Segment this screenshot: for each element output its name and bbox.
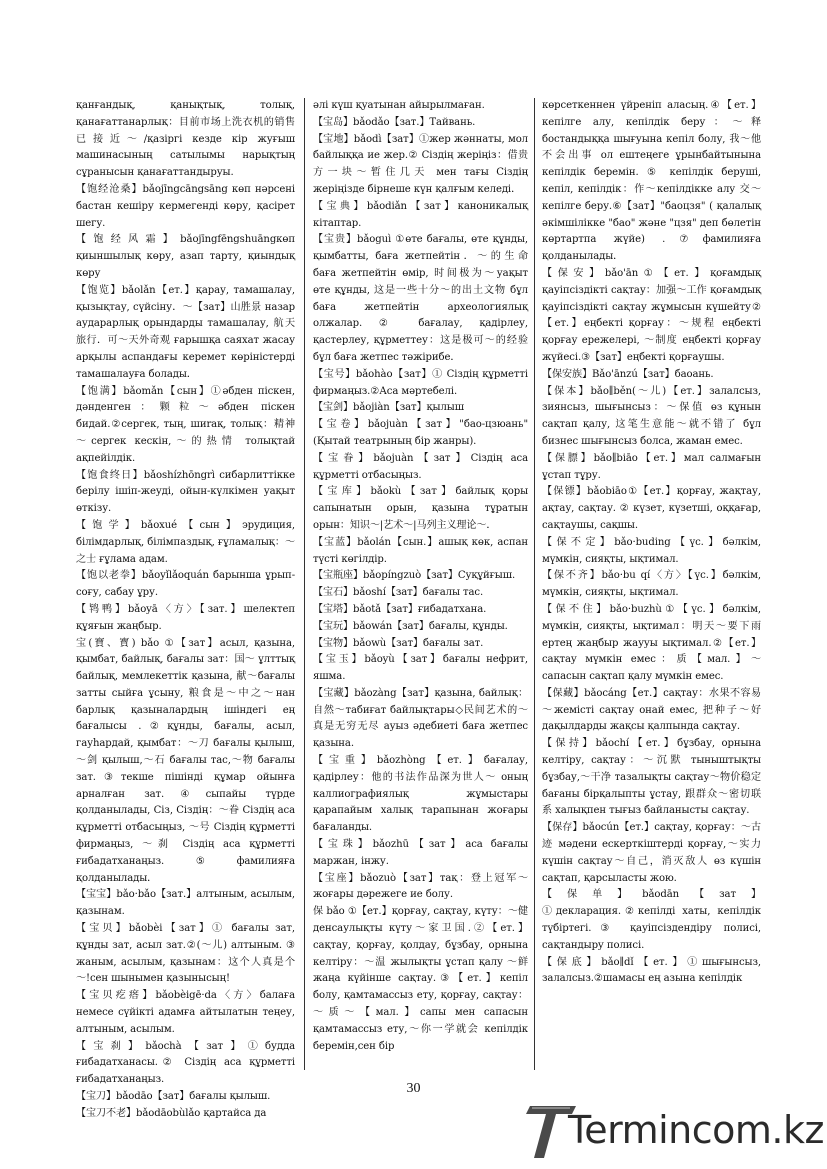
dictionary-entry: 【鸨鸭】bǎoyā〈方〉【зат.】шелектеп құяғын жаңбыр. — [76, 603, 295, 632]
dictionary-entry: 【保不定】bǎo·buding【үс.】бәлкім, мүмкін, сияқты, ықтимал. — [542, 536, 761, 565]
dictionary-entry: 【宝贵】bǎoguì ①өте бағалы, өте құнды, қымбатты, баға жетпейтін．～的生命 баға жетпейтін өмір, 时间极为～уақыт өте құнды, 这是一些十分～的出土文物 бұл баға жетпейтін археологиялық олжалар. ② бағалау, қадірлеу, қастерлеу, құрметтеу：这是极可～的经验 бұл баға жетпес тәжірибе． — [313, 234, 528, 363]
dictionary-entry: 【保持】bǎochí【ет.】бұзбау, орнына келтіру, сақтау：～沉默 тыныштықты бұзбау,～干净 тазалықты сақтау～物价稳定 бағаны бірқалыпты ұстау, 跟群众～密切联系 халықпен тығыз байланысты сақтау. — [542, 738, 761, 817]
dictionary-entry: 【宝珠】bǎozhū【зат】аса бағалы маржан, інжу. — [313, 839, 528, 867]
dictionary-entry: 【宝刀】bǎodāo【зат】бағалы қылыш. — [76, 1091, 271, 1103]
dictionary-entry: 【饱学】bǎoxué【сын】эрудиция, білімдарлық, білімпаздық, ғұламалық：～之士 ғұлама адам. — [76, 519, 295, 565]
dictionary-entry: 【饱经风霜】bǎojīngfēngshuāngкөп қиыншылық көру, азап тарту, қиындық көру — [76, 234, 295, 279]
dictionary-entry: 【宝库】bǎokù【зат】байлық қоры сапынатын орын, қазына тұратын орын：知识～|艺术～|马列主义理论～． — [313, 486, 528, 531]
dictionary-entry: 【饱食终日】bǎoshízhōngrì сибарлиттікке берілу ішіп-жеуді, ойын-күлкімен уақыт өткізу. — [76, 469, 295, 515]
dictionary-entry: 【宝刀不老】bǎodāobùlǎo қартайса да — [76, 1107, 267, 1119]
dictionary-entry: 【宝瓶座】bǎopíngzuò【зат】Суқұйғыш. — [313, 570, 516, 582]
dictionary-entry: 【宝玉】bǎoyù【зат】бағалы нефрит, яшма. — [313, 654, 528, 683]
dictionary-entry: 【宝蓝】bǎolán【сын.】ашық көк, аспан түсті көгілдір. — [313, 536, 528, 565]
dictionary-entry: 【宝卷】bǎojuàn【зат】"бао-цзюань" (Қытай театрының бір жанры). — [313, 419, 528, 447]
dictionary-entry: 【宝藏】bǎozàng【зат】қазына, байлық：自然～табиғат байлықтары◇民间艺术的～真是无穷无尽 ауыз әдебиеті баға жетпес қазына. — [313, 687, 528, 750]
dictionary-entry: 【保不住】bǎo·buzhù①【үс.】бәлкім, мүмкін, сияқты, ықтимал：明天～要下雨 ертең жаңбыр жаууы ықтимал.②【ет.】сақтау мүмкін емес：质【мал.】～сапасын сақтап қалу мүмкін емес. — [542, 603, 761, 683]
termincom-logo[interactable] — [522, 1100, 824, 1160]
dictionary-entry: 【宝贝】bǎobèi【зат】① бағалы зат, құнды зат, асыл зат.②(～儿) алтыным. ③ жаным, асылым, қазынам：这个人真是个～!сен шынымен қазынысың! — [76, 923, 295, 985]
dictionary-entry: 【宝岛】bǎodǎo【зат.】Тайвань. — [313, 116, 476, 128]
dictionary-entry: 【保藏】bǎocáng【ет.】сақтау：水果不容易～жемісті сақтау онай емес, 把种子～好 дақылдарды жақсы қалпында сақтау. — [542, 687, 761, 733]
dictionary-entry: қанғандық, қанықтық, толық, қанағаттанарлық：目前市场上洗衣机的销售已接近～/қазіргі кезде кір жуғыш машинасының сатылымы нарықтың сұранысын қанағаттандыруы. — [76, 100, 295, 179]
dictionary-entry: 【宝刹】bǎochà【зат】①будда ғибадатханасы.② Сіздің аса құрметті ғибадатханаңыз. — [76, 1040, 295, 1086]
dictionary-entry: 保 bǎo ①【ет.】қорғау, сақтау, күту：～健 денсаулықты күту～家卫国.②【ет.】сақтау, қорғау, қолдау, бұзбау, орнына келтіру：～温 жылықты ұстап қалу ～鲜 жаңа күйінше сақтау.③【ет.】кепіл болу, қамтамассыз ету, қорғау, сақтау：～质～【мал.】сапы мен сапасын қамтамассыз ету,～你一学就会 кепілдік беремін,сен бір — [313, 906, 528, 1052]
dictionary-entry: көрсеткеннен үйреніп аласың.④【ет.】кепілге алу, кепілдік беру：～释 бостандыққа шығуына кепіл болу, 我～他不会出事 ол ештеңеге ұрынбайтынына кепілдік беремін. ⑤ кепілдік беруші, кепіл, кепілдік：作～кепілдікке алу 交～кепілге беру.⑥【зат】"баоцзя" ( қалалық әкімшілікке "бао" және "цзя" деп бөлетін көртартпа жүйе) .⑦фамилияға қолданылады． — [542, 100, 761, 263]
dictionary-entry: 【宝塔】bǎotǎ【зат】ғибадатхана. — [313, 603, 487, 615]
dictionary-entry: 【保存】bǎocún【ет.】сақтау, қорғау：～古迹 мәдени ескерткіштерді қорғау,～实力 күшін сақтау～自己，消灭敌人 өз күшін сақтап, қарсыласты жою. — [542, 822, 761, 884]
dictionary-entry: 宝(寶、寳) bǎo ①【зат】асыл, қазына, қымбат, байлық, бағалы зат：国～ ұлттық байлық, мемлекеттік қазына, 献～бағалы затты сыйға ұсыну, 粮食是～中之～нан барлық қазыналардың ішіндегі ең бағалысы .②құнды, бағалы, асыл, гауһардай, қымбат：～刀 бағалы қылыш,～剑 қылыш,～石 бағалы тас,～物 бағалы зат.③текше пішінді құмар ойынға арналған зат.④сыпайы түрде қолданылады, Сіз, Сіздің：～眷 Сіздің аса құрметті отбасыңыз, ～号 Сіздің құрметті фирмаңыз, ～刹 Сіздің аса құрметті ғибадатханаңыз.⑤фамилияға қолданылады． — [76, 637, 295, 884]
dictionary-entry: 【宝座】bǎozuò【зат】тақ：登上冠军～жоғары дәрежеге ие болу. — [313, 872, 528, 901]
dictionary-entry: 【保膘】bǎo∥biāo【ет.】мал салмағын ұстап тұру. — [542, 452, 761, 481]
dictionary-entry: әлі күш қуатынан айырылмаған. — [313, 100, 485, 111]
dictionary-column-right — [542, 98, 761, 1066]
dictionary-entry: 【保镖】bǎobiāo①【ет.】қорғау, жақтау, ақтау, сақтау. ② күзет, күзетші, оққағар, сақтаушы, сақшы. — [542, 486, 761, 531]
dictionary-entry: 【宝重】bǎozhòng【ет.】бағалау, қадірлеу：他的书法作品深为世人～ оның каллиографиялық жұмыстары қарапайым халық тарапынан жоғары бағаланды. — [313, 755, 528, 834]
dictionary-entry: 【宝物】bǎowù【зат】бағалы зат. — [313, 637, 484, 649]
dictionary-entry: 【宝贝疙瘩】bǎobèigē·da〈方〉балаға немесе сүйікті адамға айтылатын теңеу, алтыным, асылым. — [76, 990, 295, 1035]
dictionary-entry: 【宝号】bǎohào【зат】① Сіздің құрметті фирмаңыз.②Аса мәртебелі. — [313, 368, 528, 397]
dictionary-entry: 【饱以老拳】bǎoyǐlǎoquán барынша ұрып-соғу, сабау ұру. — [76, 570, 295, 599]
logo-text: Termincom.kz — [568, 1108, 824, 1152]
column-divider — [534, 98, 535, 1070]
dictionary-entry: 【宝石】bǎoshí【зат】бағалы тас. — [313, 587, 484, 599]
dictionary-entry: 【饱满】bǎomǎn【сын】①әбден піскен, дәнденген：颗粒～әбден піскен бидай.②сергек, тың, шиrақ, толық：精神～сергек кескін,～的热情 толықтай ақпейілдік. — [76, 385, 295, 464]
dictionary-column-middle — [313, 98, 528, 1066]
column-divider — [304, 98, 305, 1070]
dictionary-entry: 【保安】bǎo'ān①【ет.】қоғамдық қауіпсіздікті сақтау：加强～工作 қоғамдық қауіпсіздікті сақтау жұмысын күшейту②【ет.】еңбекті қорғау：～规程 еңбекті қорғау ережелері, ～制度 еңбекті қорғау жүйесі.③【зат】еңбекті қорғаушы. — [542, 267, 761, 363]
dictionary-entry: 【宝玩】bǎowán【зат】бағалы, құнды. — [313, 620, 508, 632]
dictionary-entry: 【宝地】bǎodì【зат】①жер жәннаты, мол байлыққа ие жер.② Сіздің жеріңіз：借贵方一块～暂住几天 мен тағы Сіздің жеріңізде бірнеше күн қалғым келеді． — [313, 133, 528, 195]
dictionary-entry: 【保底】bǎo∥dǐ【ет.】①шығынсыз, залалсыз.②шамасы ең азына кепілдік — [542, 956, 761, 985]
dictionary-entry: 【保单】bǎodān【зат】①декларация.②кепілді хаты, кепілдік түбіртегі.③ қауіпсіздендіру полисі, сақтандыру полисі. — [542, 889, 761, 951]
dictionary-entry: 【宝剑】bǎojiàn【зат】қылыш — [313, 402, 464, 414]
dictionary-entry: 【保不齐】bǎo·bu qí〈方〉【үс.】бәлкім, мүмкін, сияқты, ықтимал. — [542, 570, 761, 599]
page-number: 30 — [406, 1081, 421, 1096]
dictionary-entry: 【宝宝】bǎo·bǎo【зат.】алтыным, асылым, қазынам. — [76, 889, 295, 918]
dictionary-entry: 【保安族】Bǎo'ānzú【зат】баоань. — [542, 368, 714, 380]
dictionary-column-left — [76, 98, 295, 1119]
dictionary-entry: 【宝典】bǎodiǎn【зат】каноникалық кітаптар. — [313, 200, 528, 229]
dictionary-entry: 【宝眷】bǎojuàn【зат】Сіздің аса құрметті отбасыңыз. — [313, 452, 528, 481]
dictionary-entry: 【饱经沧桑】bǎojīngcāngsāng көп нәрсені бастан кешіру кермегенді көру, қасірет шегу. — [76, 183, 295, 229]
dictionary-entry: 【饱览】bǎolǎn【ет.】қарау, тамашалау, қызықтау, сүйсіну．～【зат】山胜景 назар аударарлық орындарды тамашалау, 航天旅行．可～天外奇观 ғарышқа саяхат жасау арқылы аспандағы керемет көріністерді тамашалауға болады． — [76, 284, 295, 380]
dictionary-entry: 【保本】bǎo∥běn(～儿)【ет.】залалсыз, зиянсыз, шығынсыз：～保值 өз құнын сақтап қалу, 这笔生意能～就不错了 бұл бизнес шығынсыз болса, жаман емес. — [542, 385, 761, 447]
